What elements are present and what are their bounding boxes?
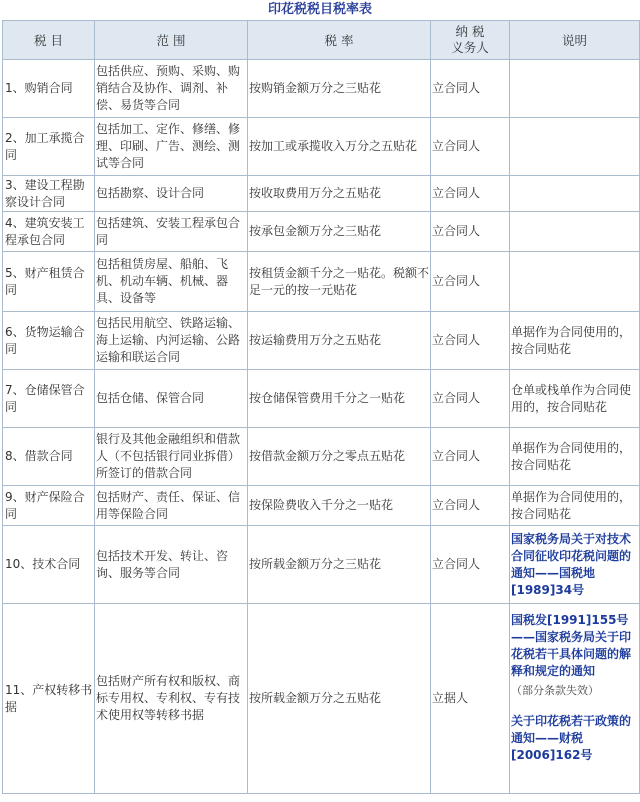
- table-row: [3, 486, 640, 526]
- note-partially-invalid: （部分条款失效）: [511, 684, 599, 697]
- row-rate: 按承包金额万分之三贴花: [248, 212, 431, 252]
- row-payer: 立合同人: [431, 486, 510, 526]
- row-rate: 按所载金额万分之三贴花: [248, 526, 431, 604]
- regulation-link[interactable]: 关于印花税若干政策的通知——财税[2006]162号: [511, 714, 632, 762]
- row-scope: 包括建筑、安装工程承包合同: [95, 212, 248, 252]
- row-payer: 立合同人: [431, 118, 510, 176]
- row-scope: 包括民用航空、铁路运输、海上运输、内河运输、公路运输和联运合同: [95, 312, 248, 370]
- row-note: 单据作为合同使用的，按合同贴花: [510, 486, 640, 526]
- row-item: 8、借款合同: [3, 428, 95, 486]
- row-item: 11、产权转移书据: [3, 604, 95, 794]
- row-rate: 按收取费用万分之五贴花: [248, 176, 431, 212]
- header-row: [3, 21, 640, 60]
- regulation-link[interactable]: 国税发[1991]155号——国家税务局关于印花税若干具体问题的解释和规定的通知: [511, 613, 632, 678]
- row-payer: 立合同人: [431, 370, 510, 428]
- row-scope: 包括供应、预购、采购、购销结合及协作、调剂、补偿、易货等合同: [95, 60, 248, 118]
- regulation-link[interactable]: 国家税务局关于对技术合同征收印花税问题的通知——国税地[1989]34号: [511, 531, 632, 597]
- row-item: 2、加工承揽合同: [3, 118, 95, 176]
- row-item: 3、建设工程勘察设计合同: [3, 176, 95, 212]
- row-note: [510, 60, 640, 118]
- row-rate: 按租赁金额千分之一贴花。税额不足一元的按一元贴花: [248, 252, 431, 312]
- row-rate: 按购销金额万分之三贴花: [248, 60, 431, 118]
- row-scope: 包括财产所有权和版权、商标专用权、专利权、专有技术使用权等转移书据: [95, 604, 248, 794]
- row-rate: 按所载金额万分之五贴花: [248, 604, 431, 794]
- row-scope: 包括加工、定作、修缮、修理、印刷、广告、测绘、测试等合同: [95, 118, 248, 176]
- row-item: 10、技术合同: [3, 526, 95, 604]
- row-scope: 包括财产、责任、保证、信用等保险合同: [95, 486, 248, 526]
- row-payer: 立合同人: [431, 60, 510, 118]
- row-note: 单据作为合同使用的，按合同贴花: [510, 428, 640, 486]
- row-note: [510, 212, 640, 252]
- row-payer: 立合同人: [431, 212, 510, 252]
- row-scope: 银行及其他金融组织和借款人（不包括银行同业拆借）所签订的借款合同: [95, 428, 248, 486]
- tax-rate-table: [2, 20, 640, 794]
- row-scope: 包括仓储、保管合同: [95, 370, 248, 428]
- table-row: [3, 176, 640, 212]
- header-scope: 范 围: [95, 21, 248, 60]
- header-payer: 纳 税 义务人: [431, 21, 510, 60]
- row-item: 7、仓储保管合同: [3, 370, 95, 428]
- header-note: 说明: [510, 21, 640, 60]
- row-payer: 立合同人: [431, 176, 510, 212]
- header-rate: 税 率: [248, 21, 431, 60]
- row-note: [510, 118, 640, 176]
- table-row: [3, 252, 640, 312]
- row-payer: 立合同人: [431, 312, 510, 370]
- table-row: [3, 604, 640, 794]
- row-scope: 包括勘察、设计合同: [95, 176, 248, 212]
- row-payer: 立合同人: [431, 526, 510, 604]
- table-row: [3, 428, 640, 486]
- row-rate: 按仓储保管费用千分之一贴花: [248, 370, 431, 428]
- table-row: [3, 370, 640, 428]
- header-item: 税 目: [3, 21, 95, 60]
- row-payer: 立合同人: [431, 428, 510, 486]
- row-item: 5、财产租赁合同: [3, 252, 95, 312]
- row-note: [510, 604, 640, 794]
- table-row: [3, 60, 640, 118]
- row-note: [510, 176, 640, 212]
- table-row: [3, 312, 640, 370]
- row-payer: 立合同人: [431, 252, 510, 312]
- row-note: [510, 526, 640, 604]
- row-scope: 包括技术开发、转让、咨询、服务等合同: [95, 526, 248, 604]
- row-note: [510, 252, 640, 312]
- row-rate: 按保险费收入千分之一贴花: [248, 486, 431, 526]
- row-item: 6、货物运输合同: [3, 312, 95, 370]
- row-payer: 立据人: [431, 604, 510, 794]
- row-item: 4、建筑安装工程承包合同: [3, 212, 95, 252]
- row-rate: 按加工或承揽收入万分之五贴花: [248, 118, 431, 176]
- row-scope: 包括租赁房屋、船舶、飞机、机动车辆、机械、器具、设备等: [95, 252, 248, 312]
- row-rate: 按运输费用万分之五贴花: [248, 312, 431, 370]
- row-rate: 按借款金额万分之零点五贴花: [248, 428, 431, 486]
- table-row: [3, 212, 640, 252]
- table-row: [3, 118, 640, 176]
- row-note: 单据作为合同使用的，按合同贴花: [510, 312, 640, 370]
- row-item: 9、财产保险合同: [3, 486, 95, 526]
- row-item: 1、购销合同: [3, 60, 95, 118]
- row-note: 仓单或栈单作为合同使用的，按合同贴花: [510, 370, 640, 428]
- table-row: [3, 526, 640, 604]
- page-title: 印花税税目税率表: [267, 2, 372, 17]
